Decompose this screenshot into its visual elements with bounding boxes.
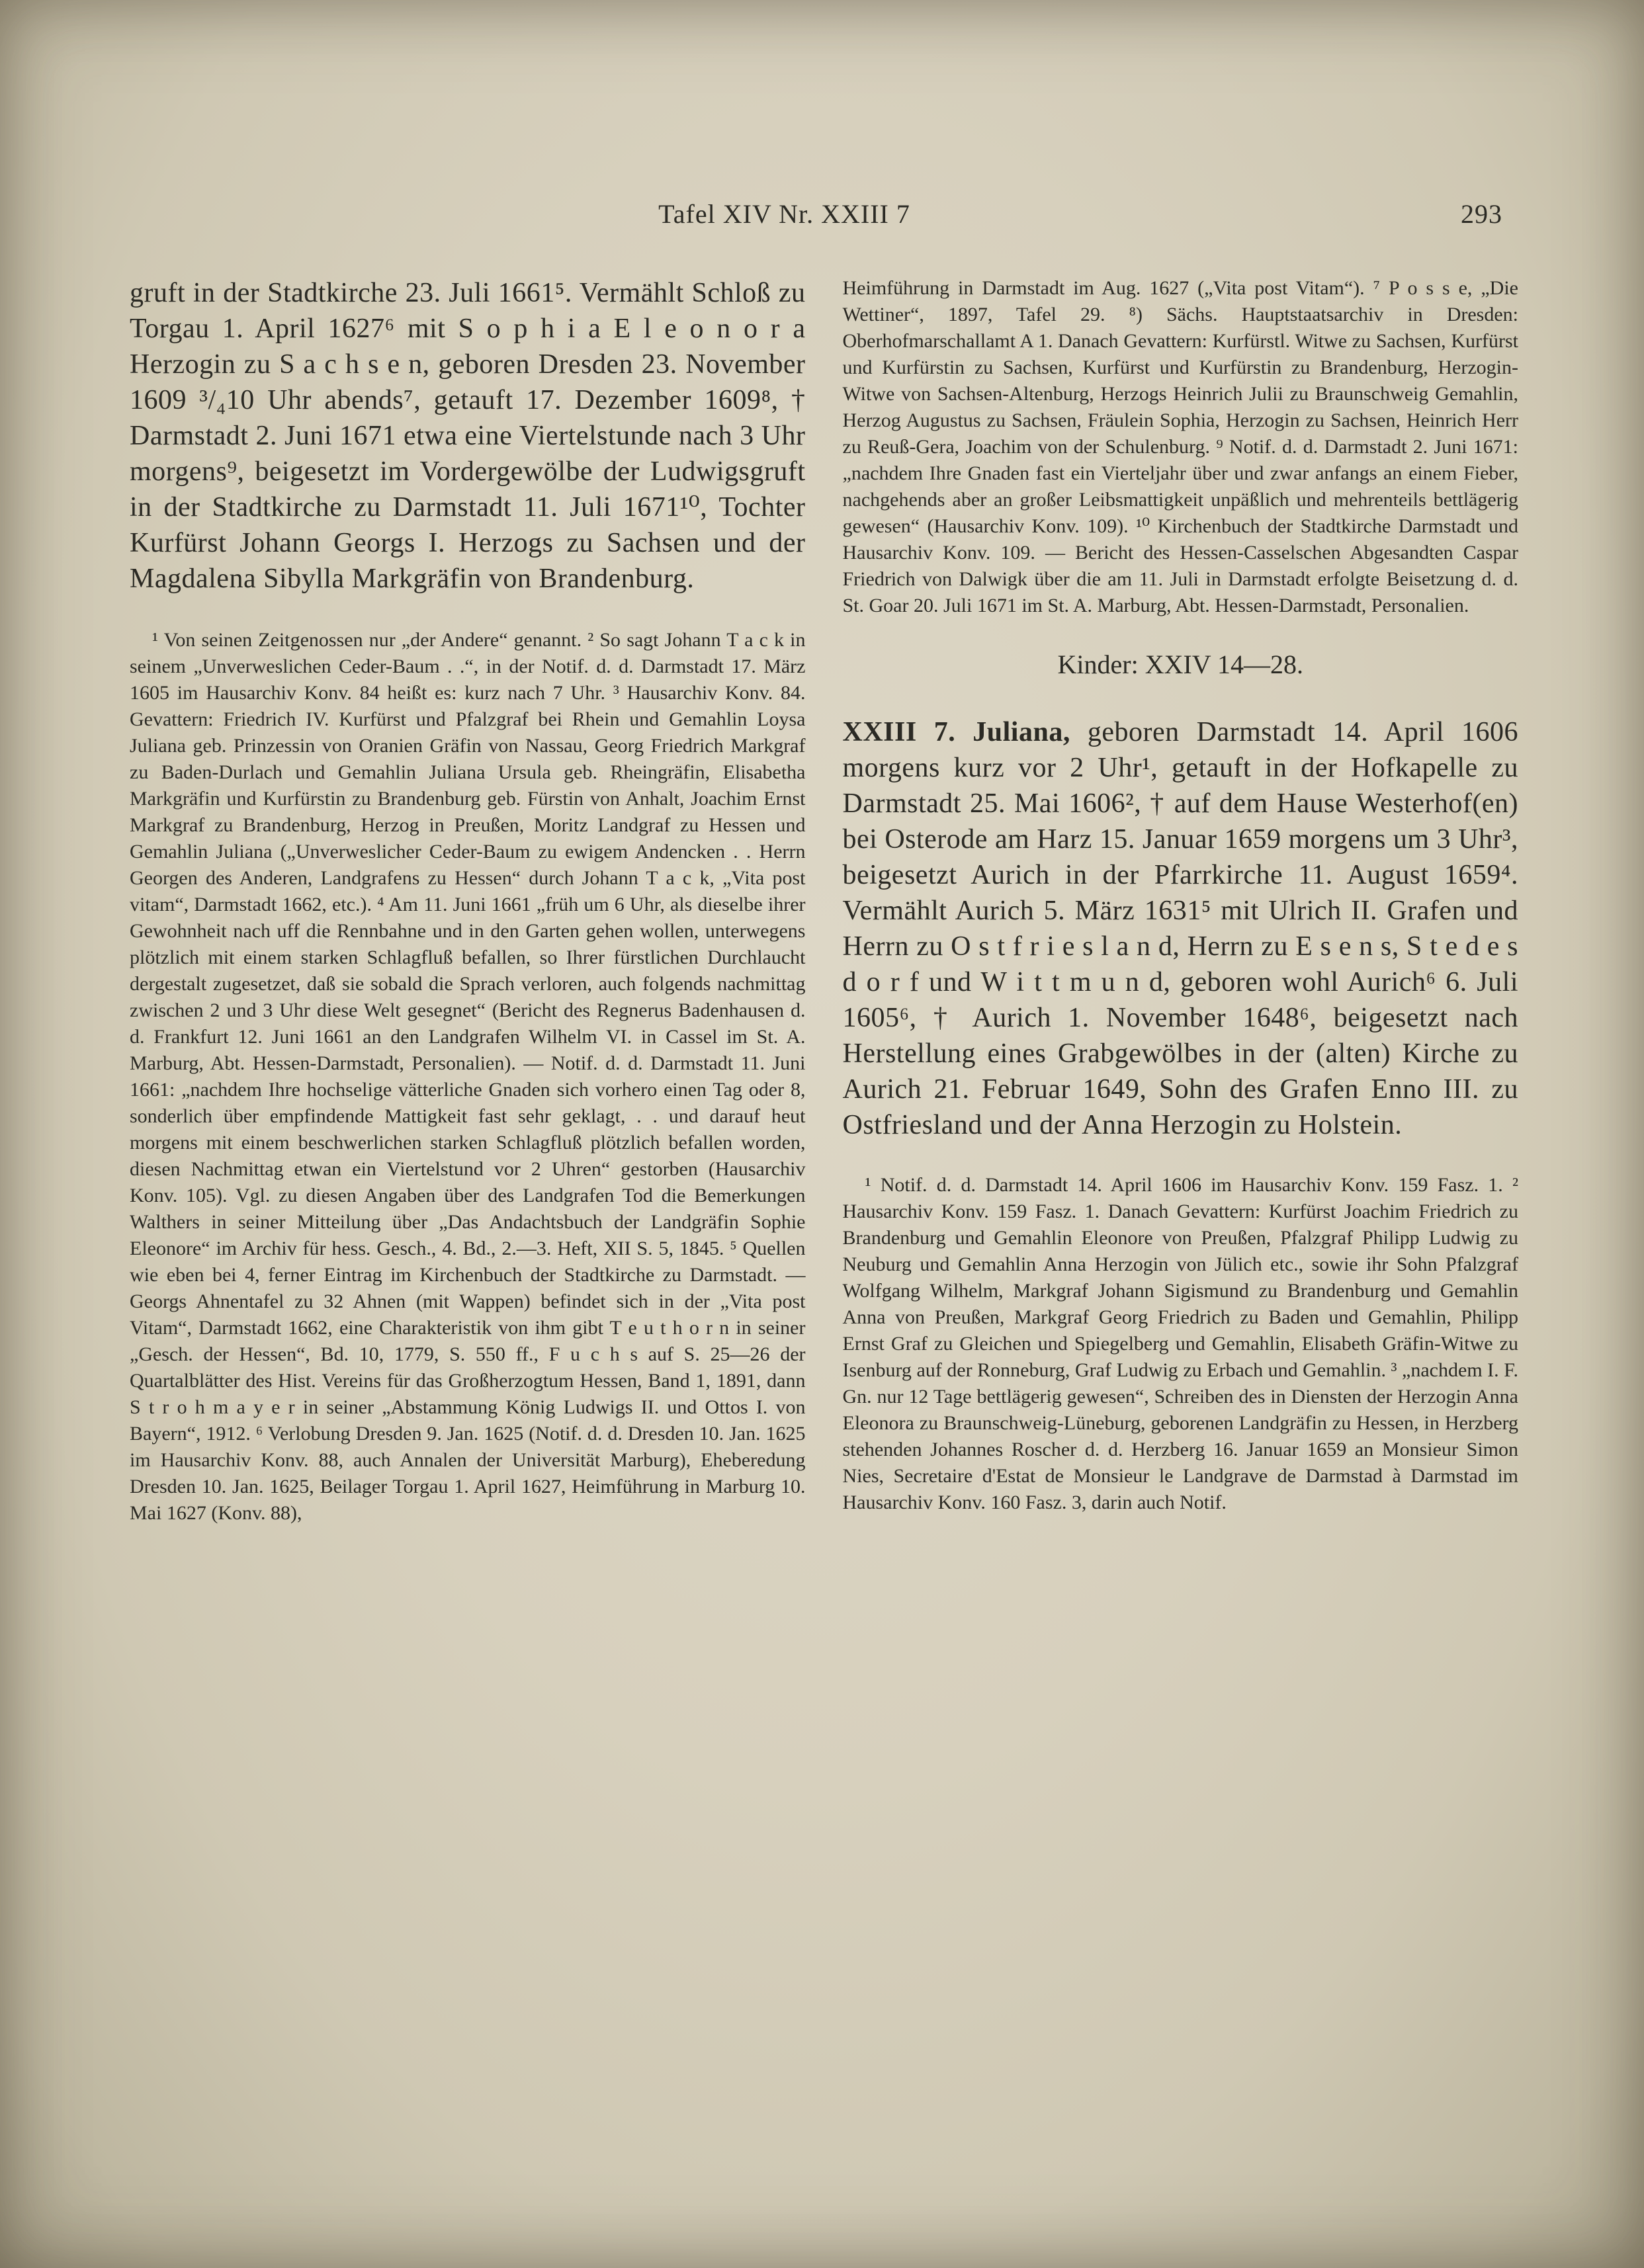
text-columns — [130, 275, 1518, 1527]
entry-number: XXIII 7. — [842, 717, 956, 747]
running-title: Tafel XIV Nr. XXIII 7 — [658, 199, 910, 229]
entry-footnotes: ¹ Notif. d. d. Darmstadt 14. April 1606 im Hausarchiv Konv. 159 Fasz. 1. ² Hausarchiv Konv. 159 Fasz. 1. Danach Gevattern: Kurfürst Joachim Friedrich zu Brandenburg und Gemahlin Eleonore von Preußen, Pfalzgraf Philipp Ludwig zu Neuburg und Gemahlin Anna Herzogin von Jülich etc., sowie ihr Sohn Pfalzgraf Wolfgang Wilhelm, Markgraf Johann Sigismund zu Brandenburg und Gemahlin Anna von Preußen, Markgraf Georg Friedrich zu Baden und Gemahlin, Philipp Ernst Graf zu Gleichen und Spiegelberg und Gemahlin, Elisabeth Gräfin-Witwe zu Isenburg auf der Ronneburg, Graf Ludwig zu Erbach und Gemahlin. ³ „nachdem I. F. Gn. nur 12 Tage bettlägerig gewesen“, Schreiben des in Diensten der Herzogin Anna Eleonora zu Braunschweig-Lüneburg, geborenen Landgräfin zu Hessen, in Herzberg stehenden Johannes Roscher d. d. Herzberg 16. Januar 1659 an Monsieur Simon Nies, Secretaire d'Estat de Monsieur le Landgrave de Darmstad à Darmstad im Hausarchiv Konv. 160 Fasz. 3, darin auch Notif. — [842, 1174, 1518, 1513]
page-header — [130, 198, 1518, 234]
page-number: 293 — [1461, 199, 1502, 229]
entry-name: Juliana, — [973, 717, 1070, 747]
right-footnotes-continued: Heimführung in Darmstadt im Aug. 1627 („Vita post Vitam“). ⁷ P o s s e, „Die Wettiner“, 1897, Tafel 29. ⁸) Sächs. Hauptstaatsarchiv in Dresden: Oberhofmarschallamt A 1. Danach Gevattern: Kurfürstl. Witwe zu Sachsen, Kurfürst und Kurfürstin zu Sachsen, Kurfürst und Kurfürstin zu Brandenburg, Herzogin-Witwe von Sachsen-Altenburg, Herzogs Heinrich Julii zu Braunschweig Gemahlin, Herzog Augustus zu Sachsen, Fräulein Sophia, Herzogin zu Sachsen, Heinrich Herr zu Reuß-Gera, Joachim von der Schulenburg. ⁹ Notif. d. d. Darmstadt 2. Juni 1671: „nachdem Ihre Gnaden fast ein Vierteljahr über und zwar anfangs an einem Fieber, nachgehends aber an großer Leibsmattigkeit unpäßlich und mehrenteils bettlägerig gewesen“ (Hausarchiv Konv. 109). ¹⁰ Kirchenbuch der Stadtkirche Darmstadt und Hausarchiv Konv. 109. — Bericht des Hessen-Casselschen Abgesandten Caspar Friedrich von Dalwigk über die am 11. Juli in Darmstadt erfolgte Beisetzung d. d. St. Goar 20. Juli 1671 im St. A. Marburg, Abt. Hessen-Darmstadt, Personalien. — [842, 277, 1518, 616]
right-column — [843, 275, 1519, 1516]
left-column — [130, 275, 806, 1527]
main-paragraph-continuation: gruft in der Stadtkirche 23. Juli 1661⁵. Vermählt Schloß zu Torgau 1. April 1627⁶ mit S o p h i a E l e o n o r a Herzogin zu S a c h s e n, geboren Dresden 23. November 1609 ³/₄10 Uhr abends⁷, getauft 17. Dezember 1609⁸, † Darmstadt 2. Juni 1671 etwa eine Viertelstunde nach 3 Uhr morgens⁹, beigesetzt im Vordergewölbe der Ludwigsgruft in der Stadtkirche zu Darmstadt 11. Juli 1671¹⁰, Tochter Kurfürst Johann Georgs I. Herzogs zu Sachsen und der Magdalena Sibylla Markgräfin von Brandenburg. — [130, 278, 806, 594]
entry-body-text: geboren Darmstadt 14. April 1606 morgens kurz vor 2 Uhr¹, getauft in der Hofkapelle zu Darmstadt 25. Mai 1606², † auf dem Hause Westerhof(en) bei Osterode am Harz 15. Januar 1659 morgens um 3 Uhr³, beigesetzt Aurich in der Pfarrkirche 11. August 1659⁴. Vermählt Aurich 5. März 1631⁵ mit Ulrich II. Grafen und Herrn zu O s t f r i e s l a n d, Herrn zu E s e n s, S t e d e s d o r f und W i t t m u n d, geboren wohl Aurich⁶ 6. Juli 1605⁶, † Aurich 1. November 1648⁶, beigesetzt nach Herstellung eines Grabgewölbes in der (alten) Kirche zu Aurich 21. Februar 1649, Sohn des Grafen Enno III. zu Ostfriesland und der Anna Herzogin zu Holstein. — [842, 717, 1519, 1140]
entry-paragraph — [843, 714, 1519, 1143]
children-reference-line: Kinder: XXIV 14—28. — [1057, 650, 1303, 679]
left-footnotes: ¹ Von seinen Zeitgenossen nur „der Andere“ genannt. ² So sagt Johann T a c k in seinem „Unverweslichen Ceder-Baum . .“, in der Notif. d. d. Darmstadt 17. März 1605 im Hausarchiv Konv. 84 heißt es: kurz nach 7 Uhr. ³ Hausarchiv Konv. 84. Gevattern: Friedrich IV. Kurfürst und Pfalzgraf bei Rhein und Gemahlin Loysa Juliana geb. Prinzessin von Oranien Gräfin von Nassau, Georg Friedrich Markgraf zu Baden-Durlach und Gemahlin Juliana Ursula geb. Rheingräfin, Elisabetha Markgräfin und Kurfürstin zu Brandenburg geb. Fürstin von Anhalt, Joachim Ernst Markgraf zu Brandenburg, Herzog in Preußen, Moritz Landgraf zu Hessen und Gemahlin Juliana („Unverweslicher Ceder-Baum zu ewigem Andencken . . Herrn Georgen des Anderen, Landgrafens zu Hessen“ durch Johann T a c k, „Vita post vitam“, Darmstadt 1662, etc.). ⁴ Am 11. Juni 1661 „früh um 6 Uhr, als dieselbe ihrer Gewohnheit nach uff die Rennbahne und in den Garten gehen wollen, unterwegens plötzlich mit einem starken Schlagfluß befallen, so Ihrer fürstlichen Durchlaucht dergestalt zugesetzet, daß sie sobald die Sprach verloren, auch folgends nachmittag zwischen 2 und 3 Uhr diese Welt gesegnet“ (Bericht des Regnerus Badenhausen d. d. Frankfurt 12. Juni 1661 an den Landgrafen Wilhelm VI. in Cassel im St. A. Marburg, Abt. Hessen-Darmstadt, Personalien). — Notif. d. d. Darmstadt 11. Juni 1661: „nachdem Ihre hochselige vätterliche Gnaden sich vorhero einen Tag oder 8, sonderlich über empfindende Mattigkeit fast sehr geklagt, . . und darauf heut morgens mit einem beschwerlichen starken Schlagfluß plötzlich befallen worden, diesen Nachmittag etwan ein Viertelstund vor 2 Uhren“ gestorben (Hausarchiv Konv. 105). Vgl. zu diesen Angaben über des Landgrafen Tod die Bemerkungen Walthers in seiner Mitteilung über „Das Andachtsbuch der Landgräfin Sophie Eleonore“ im Archiv für hess. Gesch., 4. Bd., 2.—3. Heft, XII S. 5, 1845. ⁵ Quellen wie eben bei 4, ferner Eintrag im Kirchenbuch der Stadtkirche zu Darmstadt. — Georgs Ahnentafel zu 32 Ahnen (mit Wappen) befindet sich in der „Vita post Vitam“, Darmstadt 1662, eine Charakteristik von ihm gibt T e u t h o r n in seiner „Gesch. der Hessen“, Bd. 10, 1779, S. 550 ff., F u c h s auf S. 25—26 der Quartalblätter des Hist. Vereins für das Großherzogtum Hessen, Band 1, 1891, dann S t r o h m a y e r in seiner „Abstammung König Ludwigs II. und Ottos I. von Bayern“, 1912. ⁶ Verlobung Dresden 9. Jan. 1625 (Notif. d. d. Dresden 10. Jan. 1625 im Hausarchiv Konv. 88, auch Annalen der Universität Marburg), Eheberedung Dresden 10. Jan. 1625, Beilager Torgau 1. April 1627, Heimführung in Marburg 10. Mai 1627 (Konv. 88), — [130, 629, 806, 1524]
